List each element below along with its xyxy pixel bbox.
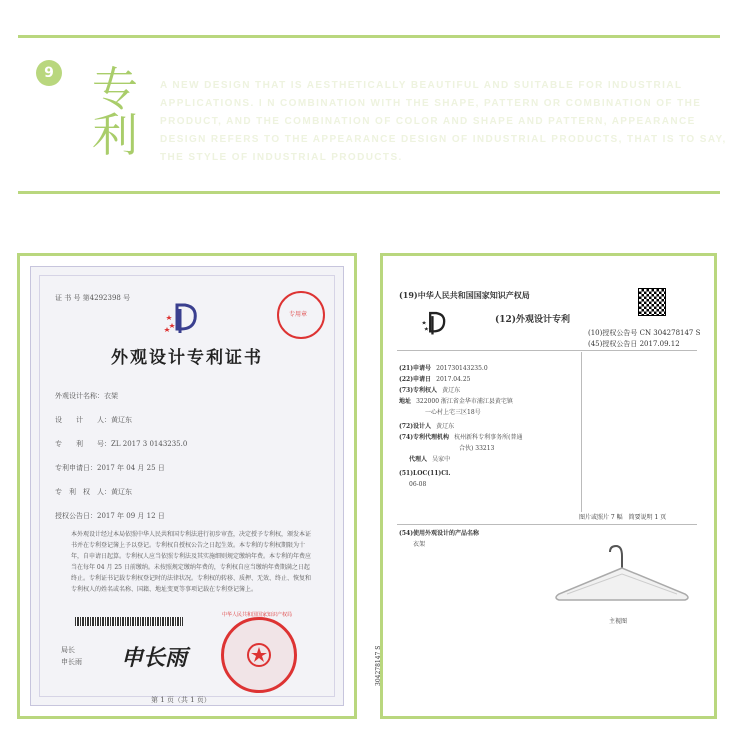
top-stamp-text: 专用章	[289, 311, 308, 318]
bottom-divider	[18, 191, 720, 194]
product-label: (54)使用外观设计的产品名称	[399, 530, 480, 537]
patent-number: 专 利 号：ZL 2017 3 0143235.0	[55, 440, 188, 448]
side-code: 304278147 S	[375, 645, 382, 686]
patentee: 专 利 权 人：黄辽东	[55, 488, 132, 496]
certificate-footer: 第 1 页（共 1 页）	[151, 696, 211, 704]
filing-date: 专利申请日：2017 年 04 月 25 日	[55, 464, 165, 472]
certificate-barcode	[75, 617, 183, 626]
issuer: (19)中华人民共和国国家知识产权局	[399, 290, 530, 300]
grant-date: 授权公告日：2017 年 09 月 12 日	[55, 512, 165, 520]
view-caption: 主视图	[609, 618, 628, 625]
qr-code-icon	[638, 288, 666, 316]
certificate-body-text: 本外观设计经过本局依照中华人民共和国专利法进行初步审查，决定授予专利权，颁发本证书并在专利登记簿上予以登记。专利权自授权公告之日起生效。本专利的专利权期限为十年，自申请日起算。专利权人应当依照专利法及其实施细则规定缴纳年费。本专利的年费应当在每年 04 月 25 日前缴纳。未按照规定缴纳年费的，专利权自应当缴纳年费期满之日起终止。专利证书记载专利权登记时的法律状况。专利权的转移、质押、无效、终止、恢复和专利权人的姓名或名称、国籍、地址变更等事项记载在专利登记簿上。	[71, 531, 312, 593]
publication-date: (45)授权公告日 2017.09.12	[588, 340, 680, 348]
section-title: 专利	[92, 62, 138, 162]
field-row: (72)设计人 黄辽东	[399, 423, 455, 430]
cert-number: 证 书 号 第4292398 号	[55, 294, 131, 302]
field-row: (74)专利代理机构 杭州新科专利事务所(普通	[399, 434, 523, 441]
design-name: 外观设计名称：衣架	[55, 392, 118, 400]
section-number: 9	[44, 65, 54, 81]
pages-note: 图片或照片 7 幅 简要说明 1 页	[579, 514, 667, 521]
certificate-paper	[30, 266, 344, 706]
section-description: A NEW DESIGN THAT IS AESTHETICALLY BEAUTIFUL AND SUITABLE FOR INDUSTRIAL APPLICATIONS. I N COMBINATION WITH THE SHAPE, PATTERN OR COMBINATION OF THE PRODUCT, AND THE COMBINATION OF COLOR AND SHAPE AND PATTERN, APPEARANCE DESIGN REFERS TO THE APPEARANCE DESIGN OF INDUSTRIAL PRODUCTS, THAT IS TO SAY, THE STYLE OF INDUSTRIAL PRODUCTS.	[160, 80, 727, 163]
seal-text: 中华人民共和国国家知识产权局	[221, 612, 292, 618]
document-type: (12)外观设计专利	[495, 315, 571, 325]
column-divider	[581, 352, 582, 512]
field-row: 合伙) 33213	[459, 445, 495, 452]
field-row: (22)申请日 2017.04.25	[399, 376, 471, 383]
hanger-drawing	[547, 538, 697, 608]
section-rule	[397, 524, 697, 525]
sipo-logo-icon	[419, 310, 449, 336]
director-signature: 申长雨	[121, 645, 188, 671]
header-rule	[397, 350, 697, 351]
field-row: 06-08	[409, 481, 427, 488]
field-row: 地址 322000 浙江省金华市浦江县黄宅镇	[399, 398, 513, 405]
bibliographic-fields	[399, 355, 579, 488]
national-emblem-icon	[246, 642, 272, 668]
product-name: 衣架	[413, 541, 426, 548]
document-frame	[375, 253, 717, 719]
field-row: 一心村上宅三区18号	[425, 409, 481, 416]
top-divider	[18, 35, 720, 38]
official-seal	[221, 617, 297, 693]
section-number-badge	[36, 60, 62, 86]
sipo-logo-icon	[163, 301, 201, 335]
director-label: 局长	[61, 646, 75, 654]
certificate-title: 外观设计专利证书	[111, 348, 263, 368]
publication-number: (10)授权公告号 CN 304278147 S	[588, 329, 701, 337]
field-row: (21)申请号 201730143235.0	[399, 365, 488, 372]
field-row: 代理人 吴家中	[409, 456, 451, 463]
certificate-frame	[17, 253, 357, 719]
field-row: (73)专利权人 黄辽东	[399, 387, 461, 394]
director-name: 申长雨	[61, 658, 82, 666]
field-row: (51)LOC(11)Cl.	[399, 470, 451, 477]
designer: 设 计 人：黄辽东	[55, 416, 132, 424]
